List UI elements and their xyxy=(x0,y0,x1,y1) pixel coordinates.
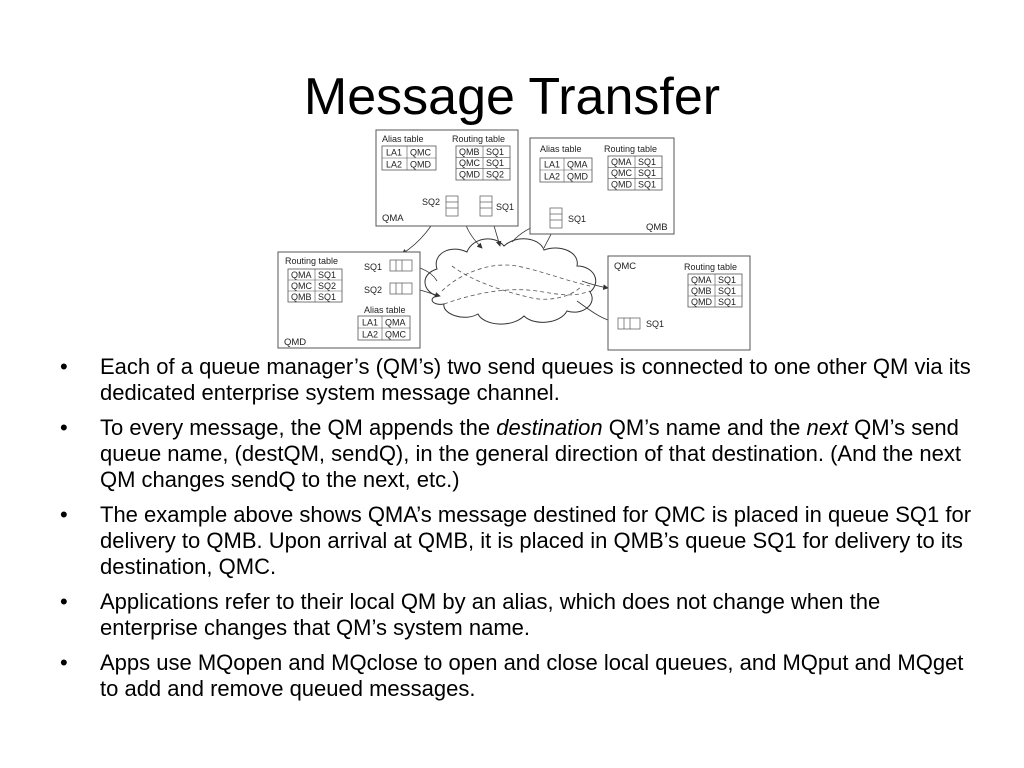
bullet-item xyxy=(60,354,980,406)
bullet-text-part: QM’s send queue name, (destQM, sendQ), in the general direction of that destination. (And the next QM changes sendQ to the next, etc.) xyxy=(100,415,961,492)
svg-text:QMA: QMA xyxy=(291,270,312,280)
bullet-text-part: To every message, the QM appends the xyxy=(100,415,497,440)
svg-text:QMC: QMC xyxy=(385,329,406,340)
svg-text:LA2: LA2 xyxy=(544,171,561,182)
svg-text:SQ1: SQ1 xyxy=(718,275,737,285)
svg-text:QMB: QMB xyxy=(459,147,480,157)
bullet-item xyxy=(60,415,980,493)
diagram-svg xyxy=(272,126,758,352)
svg-text:LA1: LA1 xyxy=(386,147,403,158)
svg-text:QMD: QMD xyxy=(611,179,632,190)
svg-text:QMA: QMA xyxy=(691,275,712,285)
bullet-dot: • xyxy=(60,589,68,614)
svg-text:QMA: QMA xyxy=(567,159,588,170)
qmb-node xyxy=(530,138,674,234)
svg-text:QMD: QMD xyxy=(567,171,588,182)
qmb-routing-title: Routing table xyxy=(604,144,658,154)
svg-text:LA1: LA1 xyxy=(362,317,379,328)
bullet-list xyxy=(60,354,980,711)
qmd-queue-label-2: SQ2 xyxy=(364,285,383,295)
svg-text:SQ1: SQ1 xyxy=(486,158,505,168)
qma-alias-title: Alias table xyxy=(382,134,424,144)
bullet-dot: • xyxy=(60,650,68,675)
bullet-item xyxy=(60,650,980,702)
svg-text:QMB: QMB xyxy=(291,292,312,302)
qmd-queue-label-1: SQ1 xyxy=(364,262,383,272)
qmd-routing-title: Routing table xyxy=(285,256,339,266)
message-transfer-diagram xyxy=(272,126,758,352)
qma-node xyxy=(376,130,518,226)
qmd-name: QMD xyxy=(284,337,307,348)
svg-text:SQ1: SQ1 xyxy=(318,270,337,280)
network-cloud xyxy=(425,239,596,324)
bullet-text: Apps use MQopen and MQclose to open and close local queues, and MQput and MQget to add and remove queued messages. xyxy=(100,650,964,701)
bullet-emphasis: destination xyxy=(496,415,603,440)
svg-text:QMC: QMC xyxy=(611,168,632,178)
svg-text:QMD: QMD xyxy=(691,297,712,307)
svg-text:QMB: QMB xyxy=(691,286,712,296)
svg-text:SQ1: SQ1 xyxy=(318,292,337,302)
qma-queue-label-1: SQ2 xyxy=(422,197,441,207)
qma-routing-table xyxy=(456,146,510,180)
bullet-dot: • xyxy=(60,502,68,527)
slide-title: Message Transfer xyxy=(303,68,721,126)
svg-text:SQ1: SQ1 xyxy=(718,286,737,296)
bullet-dot: • xyxy=(60,354,68,379)
svg-text:SQ2: SQ2 xyxy=(486,169,505,180)
qma-queue-label-2: SQ1 xyxy=(496,202,515,212)
bullet-text-part: QM’s name and the xyxy=(602,415,807,440)
bullet-text: Applications refer to their local QM by an alias, which does not change when the enterprise changes that QM’s system name. xyxy=(100,589,881,640)
svg-text:QMD: QMD xyxy=(459,169,480,180)
bullet-item xyxy=(60,589,980,641)
svg-text:QMC: QMC xyxy=(410,147,431,158)
qma-name: QMA xyxy=(382,213,404,224)
qmb-alias-title: Alias table xyxy=(540,144,582,154)
qmd-alias-title: Alias table xyxy=(364,305,406,315)
qmc-queue-label: SQ1 xyxy=(646,319,665,329)
svg-text:SQ2: SQ2 xyxy=(318,281,337,291)
qmc-routing-table xyxy=(688,274,742,307)
svg-text:LA2: LA2 xyxy=(386,159,403,170)
bullet-emphasis: next xyxy=(806,415,849,440)
svg-text:SQ1: SQ1 xyxy=(638,179,657,190)
qma-routing-title: Routing table xyxy=(452,134,506,144)
svg-text:QMC: QMC xyxy=(291,281,312,291)
bullet-dot: • xyxy=(60,415,68,440)
qmb-name: QMB xyxy=(646,222,668,233)
qmd-routing-table xyxy=(288,269,342,302)
qmc-routing-title: Routing table xyxy=(684,262,738,272)
qmb-routing-table xyxy=(608,156,662,190)
bullet-item xyxy=(60,502,980,580)
qmc-name: QMC xyxy=(614,261,637,272)
qmb-queue-label: SQ1 xyxy=(568,214,587,224)
svg-text:SQ1: SQ1 xyxy=(718,297,737,307)
svg-text:LA2: LA2 xyxy=(362,329,379,340)
svg-text:QMA: QMA xyxy=(385,317,406,328)
bullet-text: The example above shows QMA’s message destined for QMC is placed in queue SQ1 for delivery to QMB. Upon arrival at QMB, it is placed in QMB’s queue SQ1 for delivery to its destination, QMC. xyxy=(100,502,972,579)
svg-text:QMD: QMD xyxy=(410,159,431,170)
svg-text:QMA: QMA xyxy=(611,157,632,167)
svg-text:SQ1: SQ1 xyxy=(486,147,505,157)
svg-text:SQ1: SQ1 xyxy=(638,168,657,178)
svg-text:QMC: QMC xyxy=(459,158,480,168)
qmd-node xyxy=(278,252,420,348)
svg-text:SQ1: SQ1 xyxy=(638,157,657,167)
bullet-text: Each of a queue manager’s (QM’s) two send queues is connected to one other QM via its dedicated enterprise system message channel. xyxy=(100,354,971,405)
svg-text:LA1: LA1 xyxy=(544,159,561,170)
qmc-node xyxy=(608,256,750,350)
